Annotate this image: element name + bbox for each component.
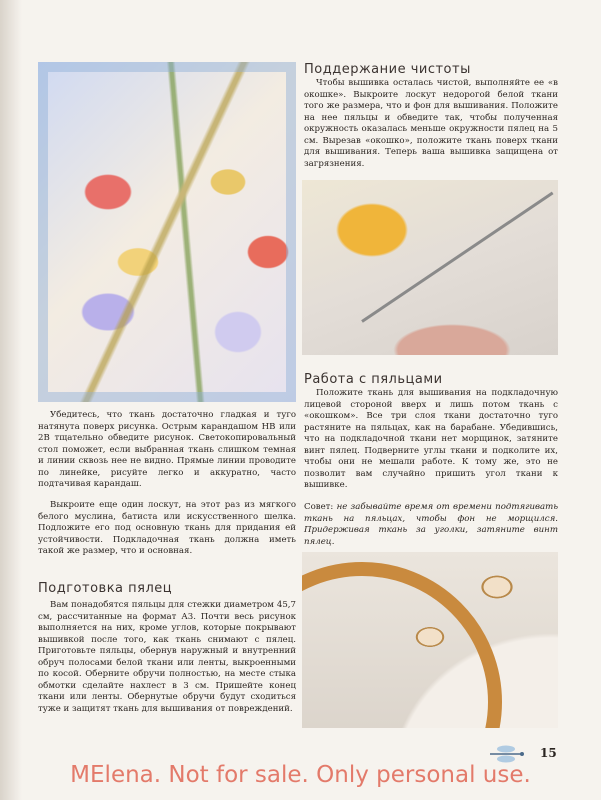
hoop-prep-heading: Подготовка пялец xyxy=(38,581,173,596)
cutting-window-photo xyxy=(302,180,558,355)
photo-border xyxy=(38,62,296,402)
tip-text: не забывайте время от времени подтягивать ткань на пяльцах, чтобы фон не морщился. Придерживая ткань за уголки, затяните винт пялец. xyxy=(304,502,559,547)
page-number: 15 xyxy=(540,746,557,760)
intro-paragraph-1: Убедитесь, что ткань достаточно гладкая и туго натянута поверх рисунка. Острым карандашом HB или 2B тщательно обведите рисунок. Светокопировальный стол поможет, если выбранная ткань слишком темная и линии сквозь нее не видно. Прямые линии проводите по линейке, рисуйте легко и аккуратно, часто подтачивая карандаш. xyxy=(38,410,296,489)
hoop-prep-paragraph: Вам понадобятся пяльцы для стежки диаметром 45,7 см, рассчитанные на формат А3. Почти весь рисунок выполняется на них, кроме углов, которые покрывают вышивкой после того, как ткань снимают с пялец. Приготовьте пяльцы, обернув наружный и внутренний обруч полосами белой ткани или ленты, выкроенными по косой. Оберните обручи полностью, на месте стыка обмотки сделайте нахлест в 3 см. Пришейте конец ткани или ленты. Обернутые обручи будут сходиться туже и защитят ткань для вышивания от повреждений. xyxy=(38,600,296,714)
intro-paragraph-2: Выкроите еще один лоскут, на этот раз из мягкого белого муслина, батиста или искусственного шелка. Подложите его под основную ткань для придания ей устойчивости. Подкладочная ткань должна иметь такой же размер, что и основная. xyxy=(38,500,296,556)
dragonfly-icon xyxy=(486,744,526,764)
tip-label: Совет: xyxy=(304,502,334,512)
cleanliness-paragraph: Чтобы вышивка осталась чистой, выполняйте ее «в окошке». Выкроите лоскут недорогой белой ткани того же размера, что и фон для вышивания. Положите на нее пяльцы и обведите так, чтобы полученная окружность оказалась меньше окружности пялец на 5 см. Вырезав «окошко», положите ткань поверх ткани для вышивания. Теперь ваша вышивка защищена от загрязнения. xyxy=(304,78,558,169)
watermark-text: MElena. Not for sale. Only personal use. xyxy=(70,762,531,788)
hoop-work-paragraph: Положите ткань для вышивания на подкладочную лицевой стороной вверх и лишь потом ткань с «окошком». Все три слоя ткани достаточно туго растяните на пяльцах, как на барабане. Убедившись, что на подкладочной ткани нет морщинок, затяните винт пялец. Подверните углы ткани и подколите их, чтобы они не мешали работе. К тому же, это не позволит вам случайно пришить угол ткани к вышивке. xyxy=(304,388,558,490)
cleanliness-heading: Поддержание чистоты xyxy=(304,62,471,77)
embroidery-flowers-photo xyxy=(38,62,296,402)
page-gutter-shadow xyxy=(0,0,22,800)
hoop-stitching-photo xyxy=(302,552,558,728)
hoop-work-heading: Работа с пяльцами xyxy=(304,372,443,387)
tip-block xyxy=(304,502,558,548)
